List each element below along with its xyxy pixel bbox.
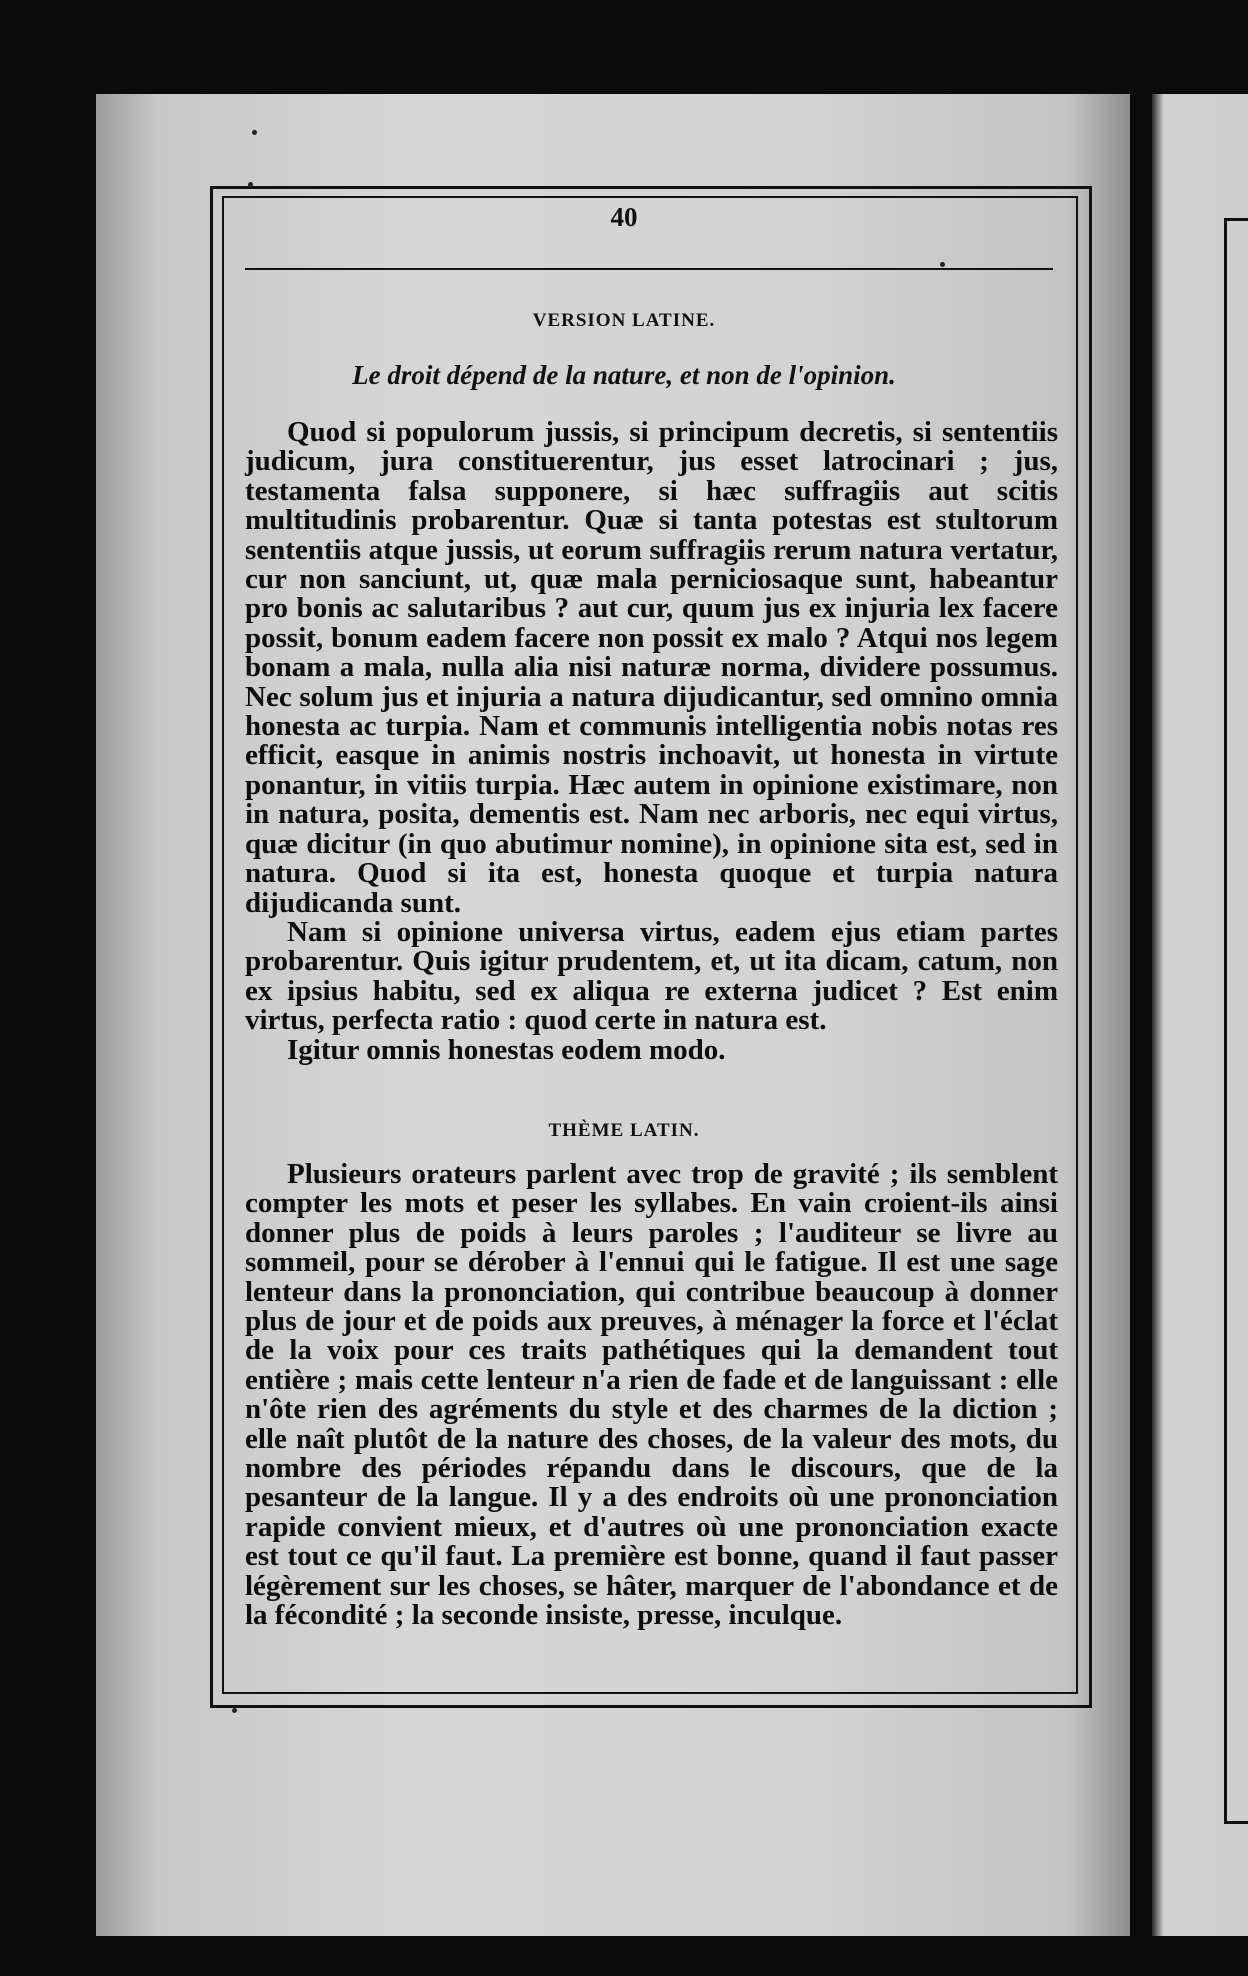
version-heading: VERSION LATINE. bbox=[532, 310, 716, 331]
print-speck bbox=[940, 262, 945, 267]
print-speck bbox=[248, 182, 253, 187]
theme-text bbox=[245, 1160, 1058, 1631]
version-paragraph: Quod si populorum jussis, si principum decretis, si sententiis judicum, jura constituerentur, jus esset latrocinari ; jus, testamenta falsa supponere, si hæc suffragiis aut scitis multitudinis probarentur. Quæ si tanta potestas est stultorum sententiis atque jussis, ut eorum suffragiis rerum natura vertatur, cur non sanciunt, ut, quæ mala perniciosaque sunt, habeantur pro bonis ac salutaribus ? aut cur, quum jus ex injuria lex facere possit, bonum eadem facere non possit ex malo ? Atqui nos legem bonam a mala, nulla alia nisi naturæ norma, dividere possumus. Nec solum jus et injuria a natura dijudicantur, sed omnino omnia honesta ac turpia. Nam et communis intelligentia nobis notas res efficit, easque in animis nostris inchoavit, ut honesta in virtute ponantur, in vitiis turpia. Hæc autem in opinione existimare, non in natura, posita, dementis est. Nam nec arboris, nec equi virtus, quæ dicitur (in quo abutimur nomine), in opinione sita est, sed in natura. Quod si ita est, honesta quoque et turpia natura dijudicanda sunt. bbox=[245, 416, 1058, 919]
theme-heading: THÈME LATIN. bbox=[548, 1120, 700, 1141]
version-paragraph: Igitur omnis honestas eodem modo. bbox=[287, 1033, 726, 1066]
page-number: 40 bbox=[610, 202, 638, 232]
facing-page-frame bbox=[1224, 218, 1248, 1824]
version-text bbox=[245, 418, 1058, 1065]
print-speck bbox=[252, 130, 257, 135]
version-paragraph: Nam si opinione universa virtus, eadem ejus etiam partes probarentur. Quis igitur prudentem, et, ut ita dicam, catum, non ex ipsius habitu, sed ex aliqua re externa judicet ? Est enim virtus, perfecta ratio : quod certe in natura est. bbox=[245, 915, 1058, 1037]
header-rule bbox=[245, 268, 1053, 270]
print-speck bbox=[232, 1708, 237, 1713]
version-subtitle: Le droit dépend de la nature, et non de l'opinion. bbox=[352, 360, 896, 390]
theme-paragraph: Plusieurs orateurs parlent avec trop de gravité ; ils semblent compter les mots et peser les syllabes. En vain croient-ils ainsi donner plus de poids à leurs paroles ; l'auditeur se livre au sommeil, pour se dérober à l'ennui qui le fatigue. Il est une sage lenteur dans la prononciation, qui contribue beaucoup à donner plus de jour et de poids aux preuves, à ménager la force et l'éclat de la voix pour ces traits pathétiques qui la demandent tout entière ; mais cette lenteur n'a rien de fade et de languissant : elle n'ôte rien des agréments du style et des charmes de la diction ; elle naît plutôt de la nature des choses, de la valeur des mots, du nombre des périodes répandu dans le discours, que de la pesanteur de la langue. Il y a des endroits où une prononciation rapide convient mieux, et d'autres où une prononciation exacte est tout ce qu'il faut. La première est bonne, quand il faut passer légèrement sur les choses, se hâter, marquer de l'abondance et de la fécondité ; la seconde insiste, presse, inculque. bbox=[245, 1158, 1058, 1632]
